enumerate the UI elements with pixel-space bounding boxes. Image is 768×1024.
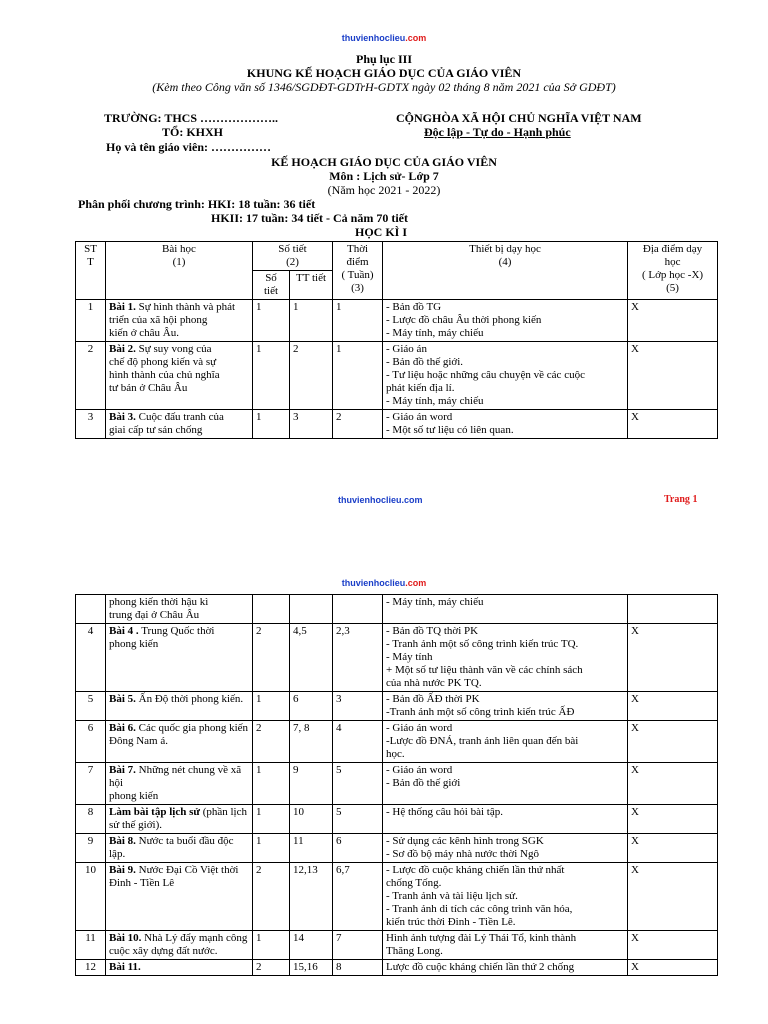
subheader-so-tiet: Số tiết (253, 271, 290, 300)
watermark-name: thuvienhoclieu (341, 33, 406, 43)
row-place (628, 595, 718, 624)
table-row (76, 863, 718, 931)
row-place: X (628, 834, 718, 863)
row-tt-tiet: 15,16 (290, 960, 333, 976)
table-row (76, 342, 718, 410)
equipment-line: - Bản đồ thế giới (386, 777, 461, 789)
lesson-number: Bài 6. (109, 722, 136, 734)
row-tt-tiet: 11 (290, 834, 333, 863)
row-lesson (106, 595, 253, 624)
row-lesson (106, 763, 253, 805)
lesson-text: Sự hình thành và phát (138, 301, 236, 313)
row-stt: 6 (76, 721, 106, 763)
row-so-tiet: 2 (253, 863, 290, 931)
header-place: Địa điểm dạy học ( Lớp học -X) (5) (628, 242, 718, 300)
school-year: (Năm học 2021 - 2022) (327, 183, 441, 197)
table-row (76, 721, 718, 763)
framework-title: KHUNG KẾ HOẠCH GIÁO DỤC CỦA GIÁO VIÊN (246, 66, 522, 80)
equipment-line: - Bản đồ TQ thời PK (386, 625, 479, 637)
row-so-tiet: 2 (253, 960, 290, 976)
header-stt: ST T (76, 242, 106, 300)
watermark-tld-page-2: .com (405, 578, 427, 588)
lesson-number: Làm bài tập lịch sử (109, 806, 200, 818)
row-stt: 11 (76, 931, 106, 960)
row-stt: 5 (76, 692, 106, 721)
lesson-number: Bài 8. (109, 835, 136, 847)
lesson-text: hình thành của chủ nghĩa (109, 369, 220, 381)
header-periods: Số tiết (2) (253, 242, 333, 271)
lesson-text: triển của xã hội phong (109, 314, 208, 326)
page-2 (0, 568, 768, 1024)
lesson-plan-table-page-1 (75, 241, 718, 439)
row-lesson (106, 300, 253, 342)
equipment-line: - Sơ đồ bộ máy nhà nước thời Ngô (386, 848, 539, 860)
row-place: X (628, 763, 718, 805)
table-row (76, 624, 718, 692)
row-lesson (106, 931, 253, 960)
distribution-hk2: HKII: 17 tuần: 34 tiết - Cả năm 70 tiết (211, 211, 408, 225)
equipment-line: Hình ảnh tượng đài Lý Thái Tổ, kinh thành (386, 932, 577, 944)
lesson-number: Bài 10. (109, 932, 142, 944)
row-lesson (106, 342, 253, 410)
national-motto: Độc lập - Tự do - Hạnh phúc (424, 125, 571, 139)
lesson-text: Các quốc gia phong kiến (138, 722, 249, 734)
page-gap (0, 520, 768, 568)
row-tt-tiet: 7, 8 (290, 721, 333, 763)
school-name: TRƯỜNG: THCS ……………….. (104, 111, 279, 125)
header-equipment: Thiết bị dạy học (4) (383, 242, 628, 300)
equipment-line: - Giáo án word (386, 764, 453, 776)
table-row (76, 834, 718, 863)
row-so-tiet (253, 595, 290, 624)
group-name: TỔ: KHXH (162, 125, 224, 139)
plan-title: KẾ HOẠCH GIÁO DỤC CỦA GIÁO VIÊN (271, 155, 497, 169)
equipment-line: kiến trúc thời Đinh - Tiền Lê. (386, 916, 516, 928)
page-number (664, 494, 697, 505)
row-tt-tiet: 2 (290, 342, 333, 410)
row-tuan: 2,3 (333, 624, 383, 692)
row-tuan: 4 (333, 721, 383, 763)
row-so-tiet: 1 (253, 931, 290, 960)
table-body-page-1 (76, 300, 718, 439)
lesson-number: Bài 11. (109, 961, 141, 973)
lesson-number: Bài 9. (109, 864, 136, 876)
lesson-number: Bài 1. (109, 301, 136, 313)
equipment-line: - Bản đồ TG (386, 301, 442, 313)
row-lesson (106, 834, 253, 863)
row-stt: 1 (76, 300, 106, 342)
equipment-line: - Tư liệu hoặc những câu chuyện về các cuộc (386, 369, 585, 381)
lesson-text: tư bản ở Châu Âu (109, 382, 188, 394)
row-place: X (628, 410, 718, 439)
row-tuan: 1 (333, 300, 383, 342)
lesson-text: kiến ở châu Âu. (109, 327, 179, 339)
lesson-plan-table-page-2 (75, 594, 718, 976)
equipment-line: - Sử dụng các kênh hình trong SGK (386, 835, 544, 847)
table-row (76, 692, 718, 721)
table-row (76, 300, 718, 342)
row-tuan: 7 (333, 931, 383, 960)
page-number-label: Trang (664, 494, 693, 505)
row-stt: 7 (76, 763, 106, 805)
row-equipment (383, 805, 628, 834)
lesson-text: trung đại ở Châu Âu (109, 609, 200, 621)
lesson-number: Bài 4 . (109, 625, 139, 637)
watermark-top-page-2[interactable] (0, 578, 768, 588)
appendix-label: Phụ lục III (355, 52, 413, 66)
row-so-tiet: 1 (253, 410, 290, 439)
equipment-line: Lược đồ cuộc kháng chiến lần thứ 2 chống (386, 961, 575, 973)
equipment-line: + Một số tư liệu thành văn về các chính sách (386, 664, 583, 676)
row-stt: 3 (76, 410, 106, 439)
row-lesson (106, 960, 253, 976)
row-stt: 9 (76, 834, 106, 863)
row-tuan: 6 (333, 834, 383, 863)
row-tt-tiet: 6 (290, 692, 333, 721)
row-so-tiet: 1 (253, 834, 290, 863)
header-time: Thời điểm ( Tuần) (3) (333, 242, 383, 300)
row-tuan: 1 (333, 342, 383, 410)
lesson-number: Bài 3. (109, 411, 136, 423)
table-row (76, 595, 718, 624)
lesson-text: Nước ta buổi đầu độc lập. (109, 835, 234, 860)
equipment-line: - Lược đồ cuộc kháng chiến lần thứ nhất (386, 864, 565, 876)
lesson-text: Ấn Độ thời phong kiến. (138, 693, 244, 705)
row-stt: 4 (76, 624, 106, 692)
equipment-line: - Máy tính, máy chiếu (386, 596, 484, 608)
subheader-tt-tiet: TT tiết (290, 271, 333, 300)
row-tuan (333, 595, 383, 624)
row-tuan: 5 (333, 763, 383, 805)
lesson-text: phong kiến thời hậu kì (109, 596, 209, 608)
equipment-line: - Bản đồ ẤĐ thời PK (386, 693, 480, 705)
row-stt: 8 (76, 805, 106, 834)
equipment-line: chống Tống. (386, 877, 442, 889)
equipment-line: - Bản đồ thế giới. (386, 356, 464, 368)
row-place: X (628, 863, 718, 931)
row-equipment (383, 960, 628, 976)
lesson-text: phong kiến (109, 790, 159, 802)
row-place: X (628, 721, 718, 763)
page-number-value: 1 (692, 494, 698, 505)
table-body-page-2 (76, 595, 718, 976)
row-place: X (628, 342, 718, 410)
lesson-text: Đinh - Tiền Lê (109, 877, 175, 889)
row-so-tiet: 1 (253, 692, 290, 721)
attachment-note: (Kèm theo Công văn số 1346/SGDĐT-GDTrH-GDTX ngày 02 tháng 8 năm 2021 của Sở GDĐT) (152, 80, 616, 94)
row-tt-tiet: 12,13 (290, 863, 333, 931)
equipment-line: - Giáo án (386, 343, 427, 355)
table-row (76, 931, 718, 960)
row-place: X (628, 960, 718, 976)
lesson-text: chế độ phong kiến và sự (109, 356, 217, 368)
row-equipment (383, 763, 628, 805)
lesson-text: Trung Quốc thời (141, 625, 215, 637)
row-place: X (628, 624, 718, 692)
header-lesson: Bài học (1) (106, 242, 253, 300)
equipment-line: - Tranh ảnh di tích các công trình văn hóa, (386, 903, 573, 915)
equipment-line: -Tranh ảnh một số công trình kiến trúc ẤĐ (386, 706, 575, 718)
footer-watermark-name: thuvienhoclieu (338, 495, 402, 505)
lesson-text: cuộc xây dựng đất nước. (109, 945, 218, 957)
equipment-line: - Tranh ảnh một số công trình kiến trúc TQ. (386, 638, 579, 650)
row-tt-tiet: 4,5 (290, 624, 333, 692)
footer-watermark[interactable] (338, 495, 423, 505)
equipment-line: - Hệ thống câu hỏi bài tập. (386, 806, 503, 818)
lesson-text: (phần lịch sử thế giới). (109, 806, 247, 831)
row-equipment (383, 931, 628, 960)
equipment-line: của nhà nước PK TQ. (386, 677, 482, 689)
row-tuan: 6,7 (333, 863, 383, 931)
equipment-line: - Máy tính (386, 651, 433, 663)
distribution-hk1: Phân phối chương trình: HKI: 18 tuần: 36 tiết (78, 197, 316, 211)
lesson-number: Bài 5. (109, 693, 136, 705)
row-so-tiet: 1 (253, 300, 290, 342)
row-equipment (383, 863, 628, 931)
row-tt-tiet: 3 (290, 410, 333, 439)
lesson-text: phong kiến (109, 638, 159, 650)
lesson-text: Sự suy vong của (138, 343, 212, 355)
row-tt-tiet: 14 (290, 931, 333, 960)
row-tuan: 8 (333, 960, 383, 976)
table-header-row (76, 242, 718, 271)
row-tt-tiet: 10 (290, 805, 333, 834)
row-place: X (628, 300, 718, 342)
row-lesson (106, 863, 253, 931)
equipment-line: - Lược đồ châu Âu thời phong kiến (386, 314, 542, 326)
row-stt: 10 (76, 863, 106, 931)
equipment-line: - Một số tư liệu có liên quan. (386, 424, 514, 436)
row-lesson (106, 410, 253, 439)
row-so-tiet: 1 (253, 805, 290, 834)
lesson-text: Những nét chung về xã hội (109, 764, 242, 789)
lesson-text: giai cấp tư sản chống (109, 424, 203, 436)
teacher-name: Họ và tên giáo viên: …………… (106, 140, 271, 154)
row-so-tiet: 1 (253, 342, 290, 410)
equipment-line: - Máy tính, máy chiếu (386, 327, 484, 339)
row-stt (76, 595, 106, 624)
row-so-tiet: 2 (253, 624, 290, 692)
lesson-text: Nhà Lý đẩy mạnh công (144, 932, 248, 944)
table-row (76, 960, 718, 976)
equipment-line: phát kiến địa lí. (386, 382, 455, 394)
row-equipment (383, 342, 628, 410)
table-row (76, 805, 718, 834)
row-lesson (106, 692, 253, 721)
equipment-line: Thăng Long. (386, 945, 443, 957)
footer-watermark-tld: .com (401, 495, 423, 505)
equipment-line: - Giáo án word (386, 411, 453, 423)
row-stt: 12 (76, 960, 106, 976)
row-place: X (628, 931, 718, 960)
watermark-top[interactable] (0, 33, 768, 43)
equipment-line: - Máy tính, máy chiếu (386, 395, 484, 407)
table-row (76, 410, 718, 439)
row-tt-tiet: 1 (290, 300, 333, 342)
lesson-number: Bài 2. (109, 343, 136, 355)
row-lesson (106, 721, 253, 763)
row-equipment (383, 300, 628, 342)
row-tuan: 5 (333, 805, 383, 834)
lesson-number: Bài 7. (109, 764, 136, 776)
lesson-text: Đông Nam á. (109, 735, 168, 747)
row-tuan: 2 (333, 410, 383, 439)
row-place: X (628, 692, 718, 721)
row-equipment (383, 721, 628, 763)
equipment-line: - Tranh ảnh và tài liệu lịch sử. (386, 890, 518, 902)
row-equipment (383, 595, 628, 624)
row-equipment (383, 624, 628, 692)
watermark-name-page-2: thuvienhoclieu (341, 578, 406, 588)
watermark-tld: .com (405, 33, 427, 43)
row-equipment (383, 410, 628, 439)
lesson-text: Nước Đại Cồ Việt thời (138, 864, 239, 876)
row-tt-tiet (290, 595, 333, 624)
row-equipment (383, 834, 628, 863)
semester-heading: HỌC KÌ I (355, 225, 408, 239)
table-row (76, 763, 718, 805)
row-place: X (628, 805, 718, 834)
row-so-tiet: 2 (253, 721, 290, 763)
row-tuan: 3 (333, 692, 383, 721)
row-tt-tiet: 9 (290, 763, 333, 805)
equipment-line: học. (386, 748, 405, 760)
equipment-line: - Giáo án word (386, 722, 453, 734)
subject-line: Môn : Lịch sử- Lớp 7 (329, 169, 439, 183)
row-so-tiet: 1 (253, 763, 290, 805)
republic-heading: CỘNGHÒA XÃ HỘI CHỦ NGHĨA VIỆT NAM (396, 111, 642, 125)
row-stt: 2 (76, 342, 106, 410)
row-lesson (106, 805, 253, 834)
row-equipment (383, 692, 628, 721)
lesson-text: Cuộc đấu tranh của (138, 411, 224, 423)
equipment-line: -Lược đồ ĐNÁ, tranh ảnh liên quan đến bài (386, 735, 579, 747)
row-lesson (106, 624, 253, 692)
